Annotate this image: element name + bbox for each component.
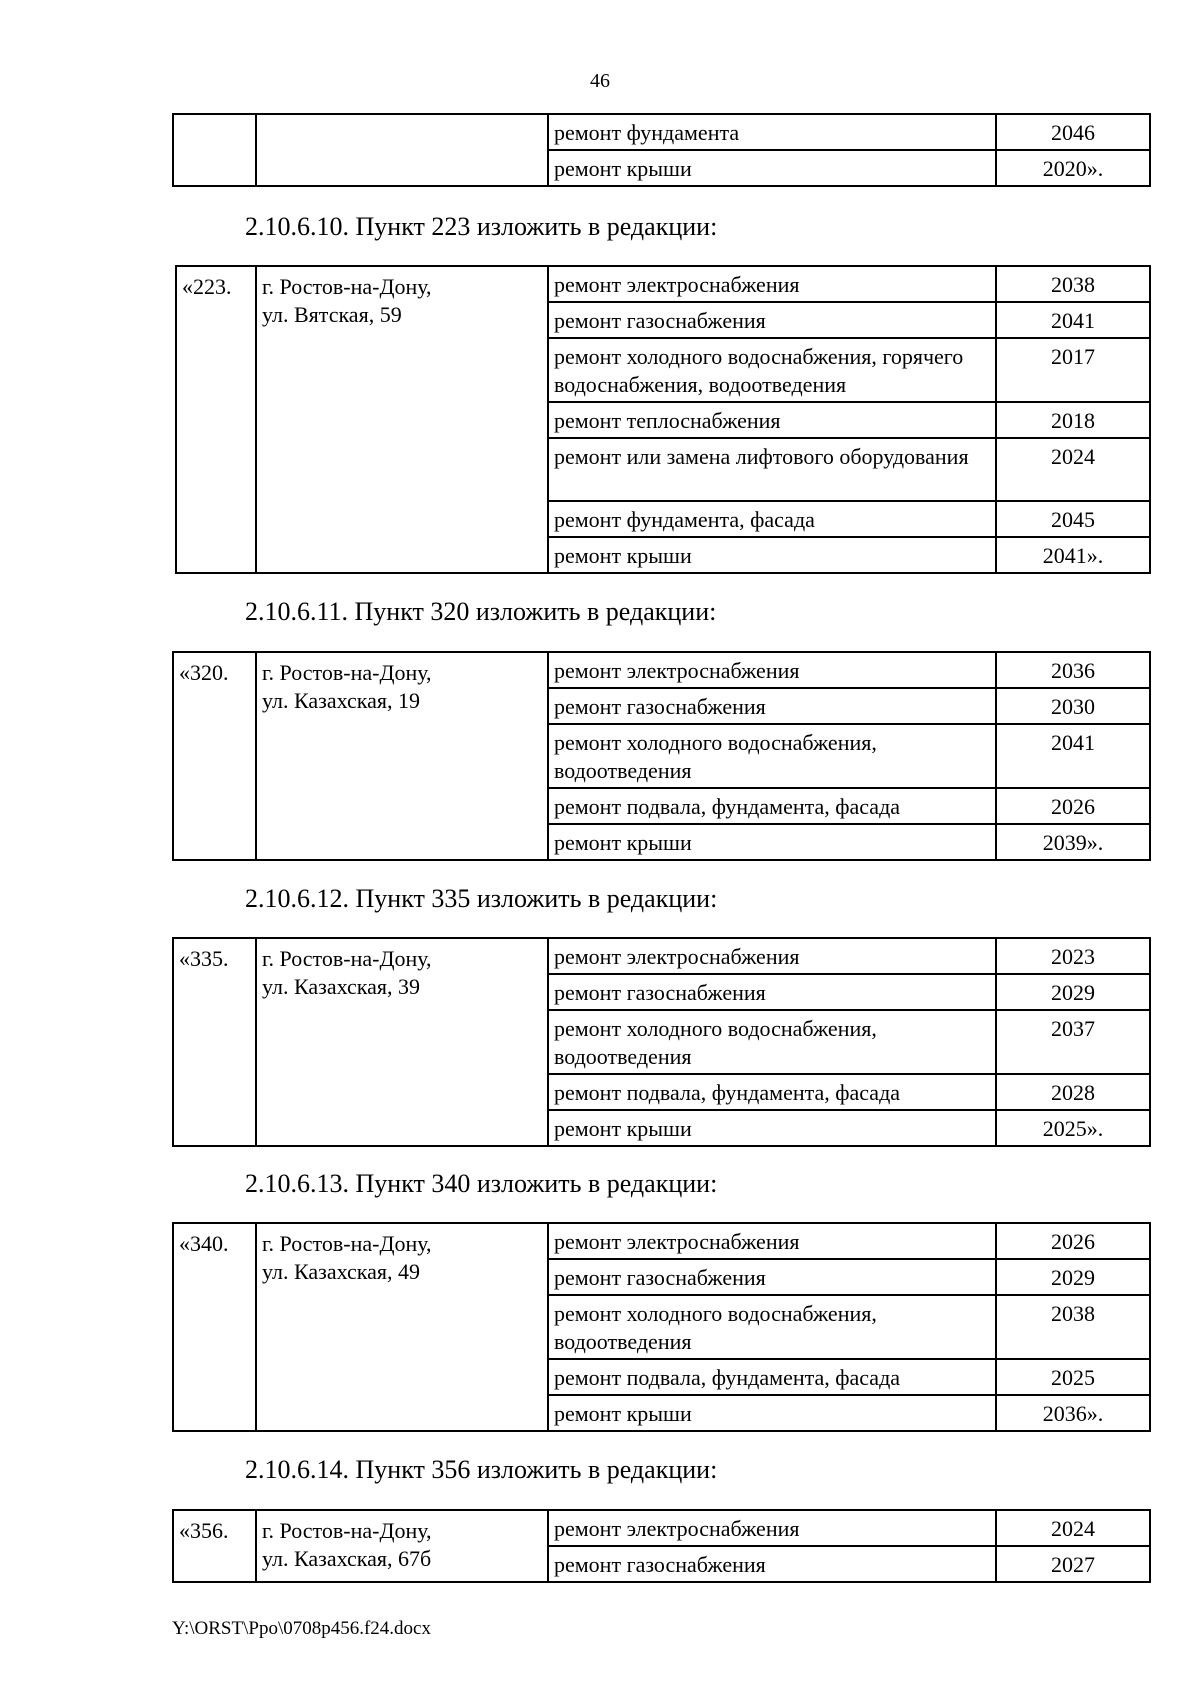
address-city: г. Ростов-на-Дону, <box>262 1231 432 1256</box>
work-cell: ремонт подвала, фундамента, фасада <box>548 1359 996 1395</box>
address-city: г. Ростов-на-Дону, <box>262 660 432 685</box>
work-cell: ремонт холодного водоснабжения, водоотведения <box>548 1010 996 1074</box>
address-cell <box>256 1223 548 1431</box>
work-cell: ремонт электроснабжения <box>548 1223 996 1259</box>
section-heading: 2.10.6.12. Пункт 335 изложить в редакции: <box>245 884 718 913</box>
year-cell: 2026 <box>996 1223 1150 1259</box>
continuation-table <box>172 113 1151 187</box>
item-number: «356. <box>173 1510 256 1582</box>
work-cell: ремонт подвала, фундамента, фасада <box>548 1074 996 1110</box>
year-cell: 2037 <box>996 1010 1150 1074</box>
work-cell: ремонт электроснабжения <box>548 266 996 302</box>
year-cell: 2041 <box>996 302 1150 338</box>
year-cell: 2026 <box>996 788 1150 824</box>
section-heading: 2.10.6.10. Пункт 223 изложить в редакции: <box>245 212 718 241</box>
year-cell: 2023 <box>996 938 1150 974</box>
section-table <box>175 265 1151 574</box>
year-cell: 2041 <box>996 724 1150 788</box>
year-cell: 2029 <box>996 1259 1150 1295</box>
year-cell: 2030 <box>996 688 1150 724</box>
work-cell: ремонт газоснабжения <box>548 974 996 1010</box>
address-street: ул. Казахская, 67б <box>262 1546 432 1571</box>
work-cell: ремонт подвала, фундамента, фасада <box>548 788 996 824</box>
work-cell: ремонт крыши <box>548 537 996 573</box>
work-cell: ремонт холодного водоснабжения, горячего водоснабжения, водоотведения <box>548 338 996 402</box>
year-cell: 2017 <box>996 338 1150 402</box>
address-cell <box>256 938 548 1146</box>
work-cell: ремонт холодного водоснабжения, водоотведения <box>548 724 996 788</box>
section-heading: 2.10.6.13. Пункт 340 изложить в редакции: <box>245 1169 718 1198</box>
address-cell <box>256 1510 548 1582</box>
work-cell: ремонт или замена лифтового оборудования <box>548 438 996 501</box>
year-cell: 2036 <box>996 652 1150 688</box>
work-cell: ремонт крыши <box>548 150 996 186</box>
address-city: г. Ростов-на-Дону, <box>262 274 432 299</box>
item-number: «335. <box>173 938 256 1146</box>
work-cell: ремонт электроснабжения <box>548 1510 996 1546</box>
work-cell: ремонт электроснабжения <box>548 652 996 688</box>
year-cell: 2041». <box>996 537 1150 573</box>
section-table <box>172 1222 1151 1432</box>
year-cell: 2039». <box>996 824 1150 860</box>
address-street: ул. Казахская, 19 <box>262 688 420 713</box>
year-cell: 2036». <box>996 1395 1150 1431</box>
work-cell: ремонт электроснабжения <box>548 938 996 974</box>
year-cell: 2024 <box>996 1510 1150 1546</box>
year-cell: 2025». <box>996 1110 1150 1146</box>
item-number: «340. <box>173 1223 256 1431</box>
work-cell: ремонт газоснабжения <box>548 1546 996 1582</box>
item-number: «320. <box>173 652 256 860</box>
footer-file-path: Y:\ORST\Ppo\0708p456.f24.docx <box>172 1618 431 1639</box>
address-cell <box>256 652 548 860</box>
section-table <box>172 1509 1151 1583</box>
year-cell: 2029 <box>996 974 1150 1010</box>
work-cell: ремонт фундамента, фасада <box>548 501 996 537</box>
year-cell: 2038 <box>996 266 1150 302</box>
work-cell: ремонт крыши <box>548 824 996 860</box>
work-cell: ремонт газоснабжения <box>548 688 996 724</box>
section-table <box>172 651 1151 861</box>
work-cell: ремонт газоснабжения <box>548 1259 996 1295</box>
year-cell: 2025 <box>996 1359 1150 1395</box>
year-cell: 2027 <box>996 1546 1150 1582</box>
address-street: ул. Вятская, 59 <box>262 302 402 327</box>
work-cell: ремонт теплоснабжения <box>548 402 996 438</box>
work-cell: ремонт фундамента <box>548 114 996 150</box>
work-cell: ремонт крыши <box>548 1395 996 1431</box>
address-street: ул. Казахская, 49 <box>262 1259 420 1284</box>
work-cell: ремонт крыши <box>548 1110 996 1146</box>
num-cell <box>173 114 256 186</box>
item-number: «223. <box>176 266 256 573</box>
year-cell: 2018 <box>996 402 1150 438</box>
year-cell: 2045 <box>996 501 1150 537</box>
section-heading: 2.10.6.14. Пункт 356 изложить в редакции: <box>245 1455 718 1484</box>
work-cell: ремонт холодного водоснабжения, водоотведения <box>548 1295 996 1359</box>
address-city: г. Ростов-на-Дону, <box>262 1518 432 1543</box>
address-cell <box>256 266 548 573</box>
section-heading: 2.10.6.11. Пункт 320 изложить в редакции: <box>245 597 717 626</box>
work-cell: ремонт газоснабжения <box>548 302 996 338</box>
address-street: ул. Казахская, 39 <box>262 974 420 999</box>
page-number: 46 <box>590 70 610 92</box>
year-cell: 2046 <box>996 114 1150 150</box>
section-table <box>172 937 1151 1147</box>
address-city: г. Ростов-на-Дону, <box>262 946 432 971</box>
address-cell <box>256 114 548 186</box>
year-cell: 2020». <box>996 150 1150 186</box>
year-cell: 2038 <box>996 1295 1150 1359</box>
year-cell: 2028 <box>996 1074 1150 1110</box>
year-cell: 2024 <box>996 438 1150 501</box>
